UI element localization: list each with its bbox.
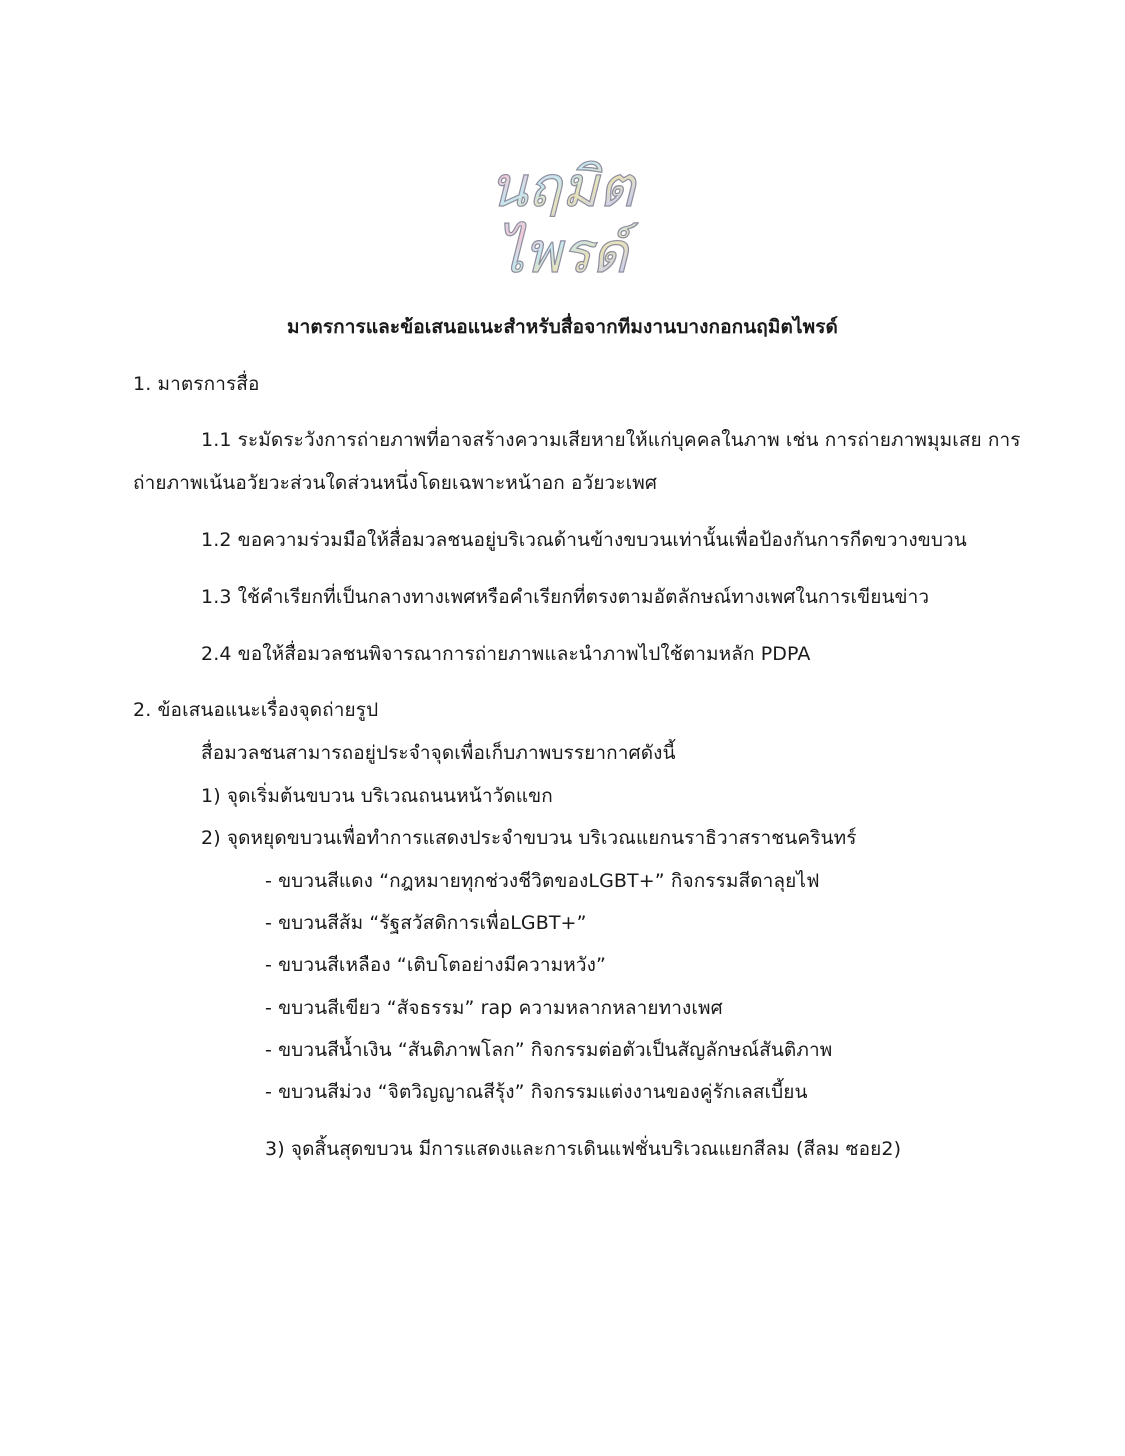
parade-green: - ขบวนสีเขียว “สัจธรรม” rap ความหลากหลายทางเพศ [265, 997, 723, 1019]
logo-line-2: ไพรด์ [496, 221, 628, 286]
section-1-heading: 1. มาตรการสื่อ [133, 373, 260, 395]
parade-blue: - ขบวนสีน้ำเงิน “สันติภาพโลก” กิจกรรมต่อตัวเป็นสัญลักษณ์สันติภาพ [265, 1039, 833, 1061]
item-2-4: 2.4 ขอให้สื่อมวลชนพิจารณาการถ่ายภาพและนำภาพไปใช้ตามหลัก PDPA [201, 643, 811, 665]
photo-point-2: 2) จุดหยุดขบวนเพื่อทำการแสดงประจำขบวน บริเวณแยกนราธิวาสราชนครินทร์ [201, 827, 857, 849]
item-1-1-line-1: 1.1 ระมัดระวังการถ่ายภาพที่อาจสร้างความเสียหายให้แก่บุคคลในภาพ เช่น การถ่ายภาพมุมเสย การ [201, 429, 1021, 451]
item-1-3: 1.3 ใช้คำเรียกที่เป็นกลางทางเพศหรือคำเรียกที่ตรงตามอัตลักษณ์ทางเพศในการเขียนข่าว [201, 586, 930, 608]
parade-red: - ขบวนสีแดง “กฎหมายทุกช่วงชีวิตของLGBT+” กิจกรรมสีดาลุยไฟ [265, 870, 820, 892]
narumit-pride-logo [455, 148, 670, 288]
photo-point-3: 3) จุดสิ้นสุดขบวน มีการแสดงและการเดินแฟชั่นบริเวณแยกสีลม (สีลม ซอย2) [265, 1138, 902, 1160]
item-1-2: 1.2 ขอความร่วมมือให้สื่อมวลชนอยู่บริเวณด้านข้างขบวนเท่านั้นเพื่อป้องกันการกีดขวางขบวน [201, 529, 967, 551]
logo-line-1: นฤมิต [489, 155, 635, 220]
section-2-heading: 2. ข้อเสนอแนะเรื่องจุดถ่ายรูป [133, 699, 379, 721]
document-title: มาตรการและข้อเสนอแนะสำหรับสื่อจากทีมงานบางกอกนฤมิตไพรด์ [287, 316, 838, 338]
item-1-1-line-2: ถ่ายภาพเน้นอวัยวะส่วนใดส่วนหนึ่งโดยเฉพาะหน้าอก อวัยวะเพศ [133, 472, 658, 494]
parade-yellow: - ขบวนสีเหลือง “เติบโตอย่างมีความหวัง” [265, 954, 606, 976]
photo-point-1: 1) จุดเริ่มต้นขบวน บริเวณถนนหน้าวัดแขก [201, 785, 553, 807]
parade-purple: - ขบวนสีม่วง “จิตวิญญาณสีรุ้ง” กิจกรรมแต่งงานของคู่รักเลสเบี้ยน [265, 1081, 808, 1103]
parade-orange: - ขบวนสีส้ม “รัฐสวัสดิการเพื่อLGBT+” [265, 912, 587, 934]
section-2-intro: สื่อมวลชนสามารถอยู่ประจำจุดเพื่อเก็บภาพบรรยากาศดังนี้ [201, 742, 676, 764]
